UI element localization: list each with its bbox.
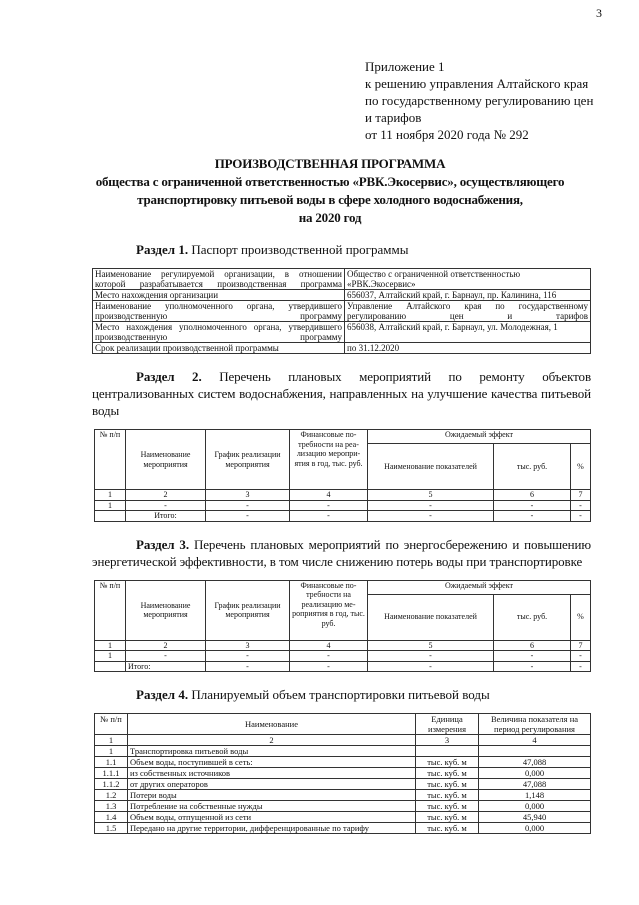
table-cell: 5 (368, 490, 494, 501)
table-cell: 4 (479, 735, 591, 746)
table-cell: % (571, 444, 591, 490)
table-cell: 1.1.1 (95, 768, 128, 779)
table-cell: 0,000 (479, 768, 591, 779)
table-row (95, 490, 591, 501)
section1-heading (136, 241, 639, 258)
table-cell: 1.5 (95, 823, 128, 834)
page-number: 3 (596, 6, 602, 20)
table-cell: Итого: (126, 661, 206, 672)
table-cell: 1,148 (479, 790, 591, 801)
section-title: Перечень плановых мероприятий по ремонту объектов централизованных систем водоснабжения, направленных на улучшение качества питьевой воды (92, 369, 591, 418)
table-cell: - (126, 651, 206, 662)
table-cell: 6 (494, 490, 571, 501)
table-cell: от других операторов (128, 779, 416, 790)
section2-heading (92, 368, 591, 419)
table-cell: - (571, 661, 591, 672)
table-cell: 1 (95, 746, 128, 757)
appendix-line: Приложение 1 (365, 59, 445, 74)
appendix-line: по государственному регулированию цен (365, 93, 594, 108)
table-cell: тыс. куб. м (416, 768, 479, 779)
table-cell: Наименование показателей (368, 444, 494, 490)
table-cell: 7 (571, 640, 591, 651)
table-row (95, 768, 591, 779)
title-line: общества с ограниченной ответственностью «РВК.Экосервис», осуществляющего (95, 174, 565, 189)
table-cell: 47,088 (479, 757, 591, 768)
table-cell: № п/п (95, 430, 126, 490)
table-cell: 0,000 (479, 801, 591, 812)
table-cell: 1 (95, 651, 126, 662)
table-row (95, 757, 591, 768)
transport-volume-table (94, 713, 591, 834)
table-cell: - (290, 651, 368, 662)
table-cell: - (206, 511, 290, 522)
table-cell: 4 (290, 490, 368, 501)
appendix-line: и тарифов (365, 110, 422, 125)
title-line: на 2020 год (298, 210, 362, 225)
table-row (95, 640, 591, 651)
table-total-row (95, 661, 591, 672)
table-cell: тыс. руб. (494, 444, 571, 490)
table-cell: - (290, 661, 368, 672)
table-row (93, 301, 591, 322)
table-row (95, 801, 591, 812)
table-cell: - (290, 500, 368, 511)
table-cell: - (494, 511, 571, 522)
title-line: ПРОИЗВОДСТВЕННАЯ ПРОГРАММА (214, 156, 446, 171)
table-cell: Финансовые по-требности на реа-лизацию меропри-ятия в год, тыс. руб. (290, 430, 368, 490)
table-cell: 1.1 (95, 757, 128, 768)
table-cell: Место нахождения уполномоченного органа, утвердившего производственную программу (93, 322, 345, 343)
table-row (95, 651, 591, 662)
table-cell: № п/п (95, 714, 128, 735)
table-row (95, 790, 591, 801)
table-cell: Потери воды (128, 790, 416, 801)
table-row (93, 290, 591, 301)
section-label: Раздел 3. (136, 536, 189, 552)
table-row (93, 322, 591, 343)
table-cell: 1 (95, 640, 126, 651)
table-cell: 1.1.2 (95, 779, 128, 790)
table-cell: Потребление на собственные нужды (128, 801, 416, 812)
table-cell: 3 (206, 490, 290, 501)
energy-measures-table (94, 580, 591, 673)
table-row (95, 746, 591, 757)
table-cell: Наименование мероприятия (126, 580, 206, 640)
table-cell: Наименование уполномоченного органа, утвердившего производственную программу (93, 301, 345, 322)
table-cell: Транспортировка питьевой воды (128, 746, 416, 757)
table-header-row (95, 714, 591, 735)
table-cell (95, 661, 126, 672)
appendix-line: от 11 ноября 2020 года № 292 (365, 127, 529, 142)
table-cell: 3 (206, 640, 290, 651)
table-cell: - (571, 511, 591, 522)
table-cell: График реализации мероприятия (206, 580, 290, 640)
table-cell: Общество с ограниченной ответственностью «РВК.Экосервис» (345, 269, 591, 290)
document-title (40, 155, 620, 227)
table-cell (95, 511, 126, 522)
table-cell: 0,000 (479, 823, 591, 834)
table-cell (416, 746, 479, 757)
table-cell: Наименование (128, 714, 416, 735)
table-row (95, 812, 591, 823)
table-cell: Единица измерения (416, 714, 479, 735)
table-cell: 1 (95, 490, 126, 501)
table-cell: График реализации мероприятия (206, 430, 290, 490)
table-cell: 5 (368, 640, 494, 651)
table-cell: 1.3 (95, 801, 128, 812)
table-row (95, 500, 591, 511)
table-cell: Управление Алтайского края по государственному регулированию цен и тарифов (345, 301, 591, 322)
table-cell: Место нахождения организации (93, 290, 345, 301)
table-cell: - (494, 661, 571, 672)
table-cell: 3 (416, 735, 479, 746)
table-row (93, 269, 591, 290)
table-cell: - (368, 500, 494, 511)
table-row (95, 779, 591, 790)
section-title: Паспорт производственной программы (191, 242, 409, 257)
table-cell: Ожидаемый эффект (368, 430, 591, 444)
section-title: Перечень плановых мероприятий по энергосбережению и повышению энергетической эффективности, в том числе снижению потерь воды при транспортировке (92, 536, 592, 569)
table-cell: по 31.12.2020 (345, 343, 591, 354)
table-cell: - (126, 500, 206, 511)
table-cell: 656038, Алтайский край, г. Барнаул, ул. Молодежная, 1 (345, 322, 591, 343)
table-cell: Наименование показателей (368, 594, 494, 640)
table-cell: - (368, 651, 494, 662)
table-cell: 2 (126, 490, 206, 501)
table-cell: Наименование мероприятия (126, 430, 206, 490)
table-cell: - (494, 651, 571, 662)
table-cell: - (368, 661, 494, 672)
table-row (95, 735, 591, 746)
table-header-row (95, 430, 591, 444)
table-cell: 6 (494, 640, 571, 651)
appendix-block (365, 58, 639, 143)
table-total-row (95, 511, 591, 522)
table-row (95, 823, 591, 834)
table-cell: 45,940 (479, 812, 591, 823)
table-cell: 4 (290, 640, 368, 651)
section4-heading (136, 686, 639, 703)
table-cell: 1 (95, 735, 128, 746)
table-cell: - (494, 500, 571, 511)
table-cell: Величина показателя на период регулирования (479, 714, 591, 735)
table-cell: - (571, 651, 591, 662)
table-cell: - (290, 511, 368, 522)
table-cell: тыс. куб. м (416, 757, 479, 768)
table-cell: 1 (95, 500, 126, 511)
table-cell: Итого: (126, 511, 206, 522)
table-cell: 1.2 (95, 790, 128, 801)
section-label: Раздел 4. (136, 687, 189, 702)
table-cell: № п/п (95, 580, 126, 640)
table-cell: - (206, 651, 290, 662)
table-cell: Объем воды, отпущенной из сети (128, 812, 416, 823)
table-cell: 2 (128, 735, 416, 746)
table-cell: тыс. куб. м (416, 823, 479, 834)
table-cell: - (206, 500, 290, 511)
table-cell: тыс. куб. м (416, 812, 479, 823)
section-label: Раздел 2. (136, 369, 202, 384)
table-cell: 2 (126, 640, 206, 651)
appendix-line: к решению управления Алтайского края (365, 76, 589, 91)
table-cell: тыс. куб. м (416, 779, 479, 790)
table-cell: тыс. руб. (494, 594, 571, 640)
table-cell: - (571, 500, 591, 511)
table-cell: Наименование регулируемой организации, в отношении которой разрабатывается производственная программа (93, 269, 345, 290)
table-cell: Объем воды, поступившей в сеть: (128, 757, 416, 768)
passport-table (92, 268, 591, 354)
table-header-row (95, 580, 591, 594)
table-cell: Финансовые по-требности на реализацию ме-роприятия в год, тыс. руб. (290, 580, 368, 640)
table-cell: Ожидаемый эффект (368, 580, 591, 594)
table-cell: - (206, 661, 290, 672)
title-line: транспортировку питьевой воды в сфере холодного водоснабжения, (137, 192, 523, 207)
table-cell: из собственных источников (128, 768, 416, 779)
table-cell (479, 746, 591, 757)
table-cell: 47,088 (479, 779, 591, 790)
table-cell: Срок реализации производственной программы (93, 343, 345, 354)
table-cell: тыс. куб. м (416, 801, 479, 812)
repair-measures-table (94, 429, 591, 522)
table-cell: 7 (571, 490, 591, 501)
table-cell: % (571, 594, 591, 640)
table-cell: 656037, Алтайский край, г. Барнаул, пр. Калинина, 116 (345, 290, 591, 301)
table-cell: 1.4 (95, 812, 128, 823)
table-cell: - (368, 511, 494, 522)
table-row (93, 343, 591, 354)
section-label: Раздел 1. (136, 242, 189, 257)
table-cell: тыс. куб. м (416, 790, 479, 801)
section-title: Планируемый объем транспортировки питьевой воды (191, 687, 490, 702)
section3-heading (92, 536, 591, 570)
table-cell: Передано на другие территории, дифференцированные по тарифу (128, 823, 416, 834)
